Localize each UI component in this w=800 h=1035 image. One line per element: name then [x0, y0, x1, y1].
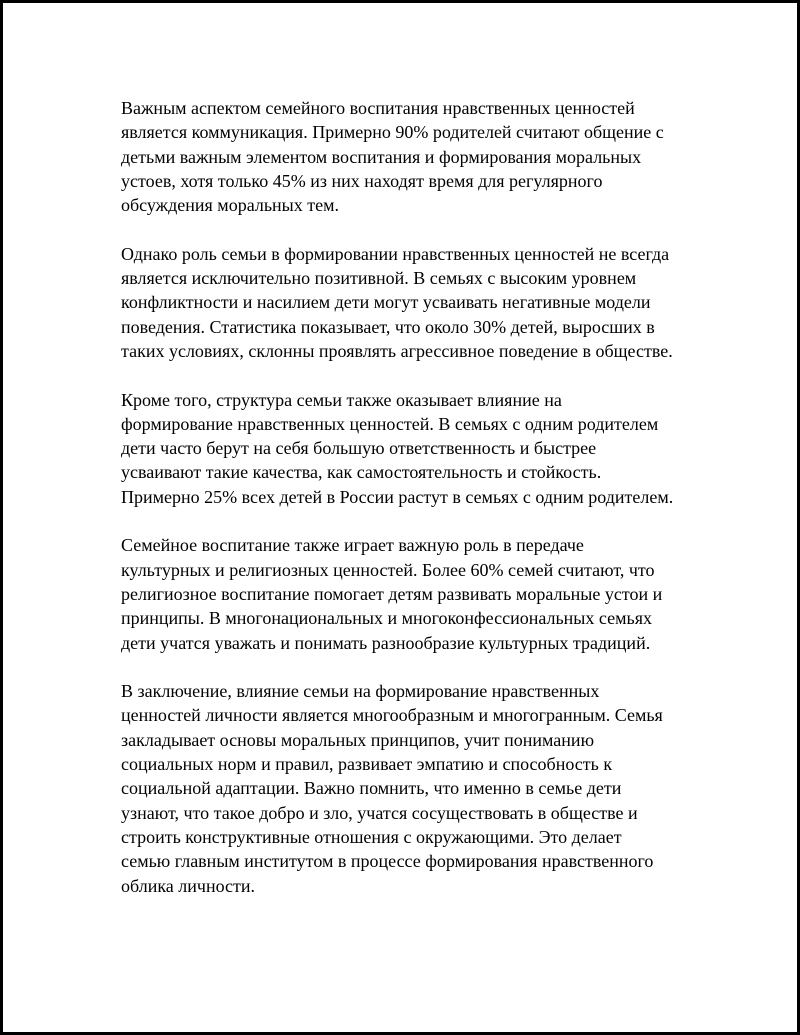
paragraph	[121, 679, 701, 898]
text-line: дети учатся уважать и понимать разнообразие культурных традиций.	[121, 632, 651, 653]
text-line: социальной адаптации. Важно помнить, что именно в семье дети	[121, 778, 622, 799]
text-line: принципы. В многонациональных и многоконфессиональных семьях	[121, 608, 652, 629]
text-line: узнают, что такое добро и зло, учатся сосуществовать в обществе и	[121, 802, 638, 823]
text-line: культурных и религиозных ценностей. Более 60% семей считают, что	[121, 559, 655, 580]
text-line: В заключение, влияние семьи на формирование нравственных	[121, 681, 600, 702]
text-line: детьми важным элементом воспитания и формирования моральных	[121, 146, 642, 167]
text-line: формирование нравственных ценностей. В семьях с одним родителем	[121, 413, 659, 434]
text-line: закладывает основы моральных принципов, учит пониманию	[121, 729, 595, 750]
text-line: социальных норм и правил, развивает эмпатию и способность к	[121, 754, 613, 775]
text-line: Примерно 25% всех детей в России растут в семьях с одним родителем.	[121, 486, 674, 507]
paragraph	[121, 96, 701, 217]
text-line: таких условиях, склонны проявлять агрессивное поведение в обществе.	[121, 340, 673, 361]
text-line: Кроме того, структура семьи также оказывает влияние на	[121, 389, 562, 410]
text-line: является коммуникация. Примерно 90% родителей считают общение с	[121, 122, 664, 143]
text-line: строить конструктивные отношения с окружающими. Это делает	[121, 826, 622, 847]
text-line: устоев, хотя только 45% из них находят время для регулярного	[121, 170, 603, 191]
paragraph	[121, 242, 701, 363]
text-line: дети часто берут на себя большую ответственность и быстрее	[121, 438, 597, 459]
text-line: облика личности.	[121, 875, 256, 896]
text-line: усваивают такие качества, как самостоятельность и стойкость.	[121, 462, 602, 483]
document-body	[121, 96, 701, 922]
text-line: является исключительно позитивной. В семьях с высоким уровнем	[121, 268, 637, 289]
text-line: Важным аспектом семейного воспитания нравственных ценностей	[121, 98, 635, 118]
text-line: Однако роль семьи в формировании нравственных ценностей не всегда	[121, 243, 670, 264]
text-line: религиозное воспитание помогает детям развивать моральные устои и	[121, 583, 663, 604]
text-line: Семейное воспитание также играет важную роль в передаче	[121, 535, 584, 556]
text-line: обсуждения моральных тем.	[121, 195, 340, 216]
paragraph	[121, 533, 701, 654]
text-line: семью главным институтом в процессе формирования нравственного	[121, 851, 654, 872]
text-line: конфликтности и насилием дети могут усваивать негативные модели	[121, 292, 651, 313]
paragraph	[121, 388, 701, 509]
text-line: ценностей личности является многообразным и многогранным. Семья	[121, 705, 663, 726]
text-line: поведения. Статистика показывает, что около 30% детей, выросших в	[121, 316, 655, 337]
